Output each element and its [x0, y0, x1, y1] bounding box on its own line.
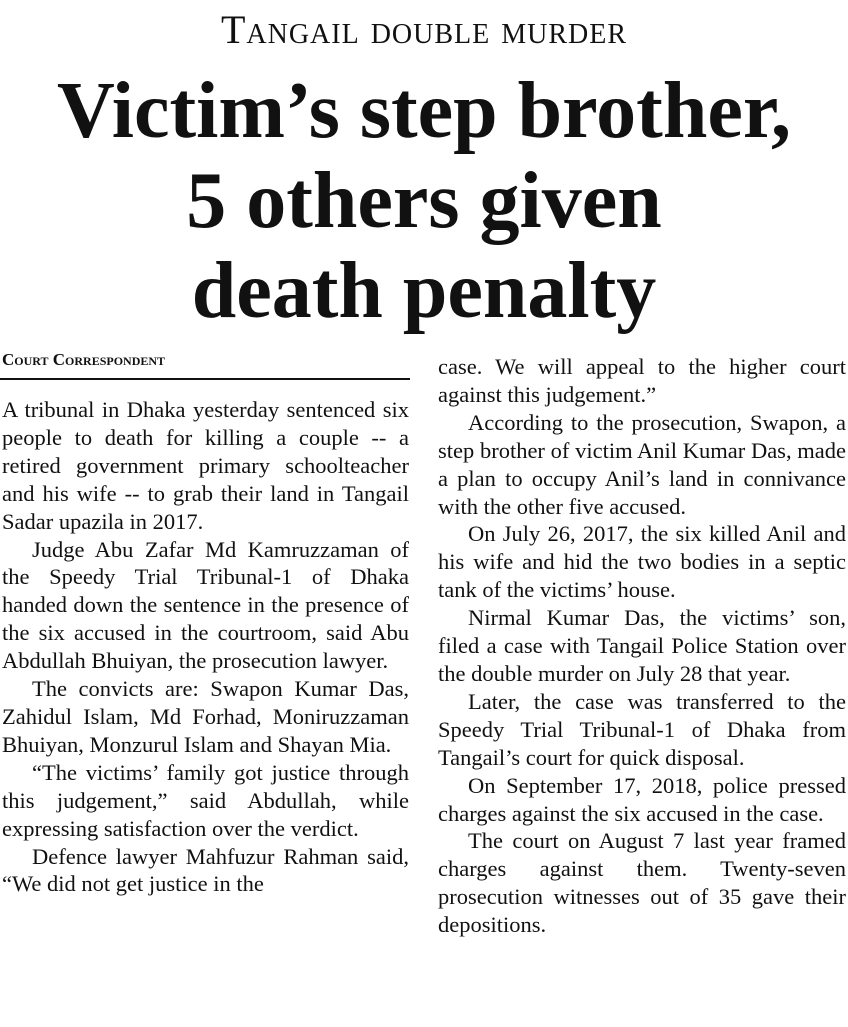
- paragraph: Judge Abu Zafar Md Kamruzzaman of the Speedy Trial Tribunal-1 of Dhaka handed down the sentence in the presence of the six accused in the courtroom, said Abu Abdullah Bhuiyan, the prosecution lawyer.: [2, 536, 409, 674]
- paragraph: A tribunal in Dhaka yesterday sentenced six people to death for killing a couple -- a retired government primary schoolteacher and his wife -- to grab their land in Tangail Sadar upazila in 2017.: [2, 397, 409, 534]
- paragraph: case. We will appeal to the higher court against this judgement.”: [438, 354, 846, 407]
- paragraph: The convicts are: Swapon Kumar Das, Zahidul Islam, Md Forhad, Moniruzzaman Bhuiyan, Monzurul Islam and Shayan Mia.: [2, 676, 409, 757]
- paragraph: The court on August 7 last year framed charges against them. Twenty-seven prosecution witnesses out of 35 gave their depositions.: [438, 828, 846, 938]
- paragraph: “The victims’ family got justice through this judgement,” said Abdullah, while expressing satisfaction over the verdict.: [2, 759, 409, 841]
- article-column-1: [2, 396, 409, 898]
- paragraph: On July 26, 2017, the six killed Anil and his wife and hid the two bodies in a septic tank of the victims’ house.: [438, 521, 846, 603]
- byline: Court Correspondent: [2, 350, 166, 369]
- headline-line-1: Victim’s step brother,: [57, 67, 791, 155]
- headline-line-2: 5 others given: [186, 157, 662, 245]
- paragraph: Defence lawyer Mahfuzur Rahman said, “We did not get justice in the: [2, 843, 409, 897]
- paragraph: Later, the case was transferred to the Speedy Trial Tribunal-1 of Dhaka from Tangail’s court for quick disposal.: [438, 688, 846, 770]
- kicker: Tangail double murder: [220, 7, 628, 52]
- article-column-2: [438, 353, 846, 939]
- headline-line-3: death penalty: [191, 247, 657, 335]
- byline-rule: [0, 378, 410, 380]
- paragraph: Nirmal Kumar Das, the victims’ son, filed a case with Tangail Police Station over the double murder on July 28 that year.: [438, 605, 846, 686]
- headline: [0, 66, 848, 336]
- paragraph: According to the prosecution, Swapon, a step brother of victim Anil Kumar Das, made a plan to occupy Anil’s land in connivance with the other five accused.: [438, 409, 846, 519]
- paragraph: On September 17, 2018, police pressed charges against the six accused in the case.: [438, 772, 846, 826]
